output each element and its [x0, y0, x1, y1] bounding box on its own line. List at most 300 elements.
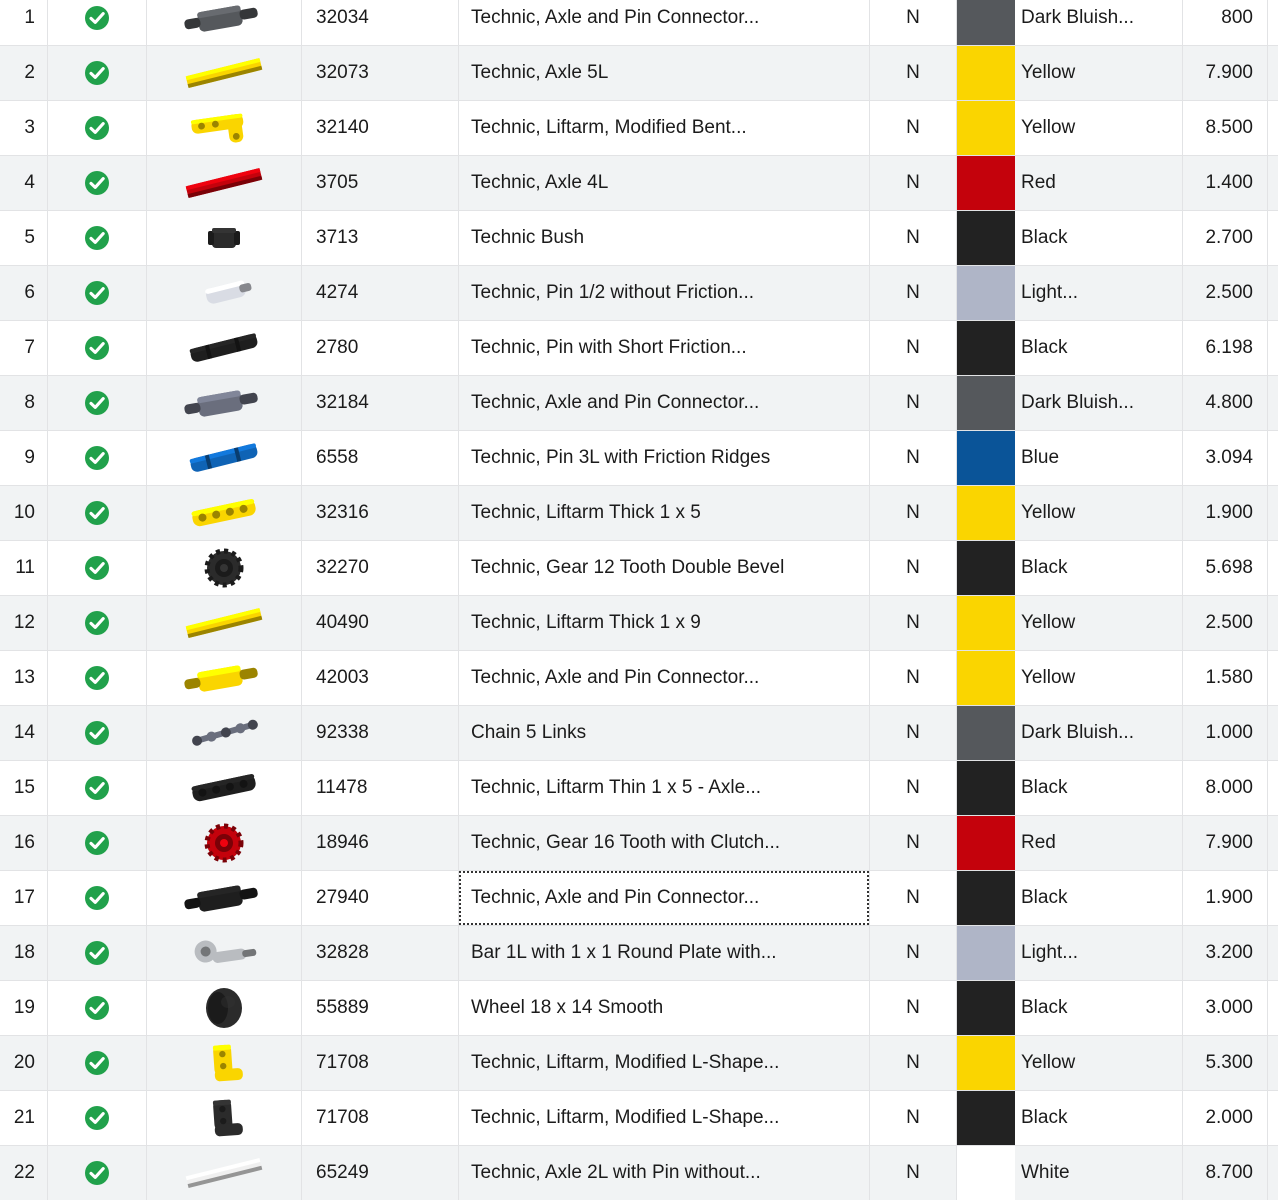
color-swatch-cell[interactable]	[957, 651, 1015, 705]
row-index	[0, 981, 48, 1035]
description-cell[interactable]	[459, 1091, 870, 1145]
part-number-cell[interactable]	[302, 156, 459, 210]
description-cell[interactable]	[459, 596, 870, 650]
quantity-cell[interactable]	[1183, 156, 1268, 210]
quantity-label: 800	[1221, 7, 1253, 28]
quantity-cell[interactable]	[1183, 1036, 1268, 1090]
condition-cell[interactable]	[870, 1036, 957, 1090]
part-image-cell[interactable]	[147, 1091, 302, 1145]
quantity-label: 4.800	[1205, 392, 1253, 413]
description-label: Technic, Axle and Pin Connector...	[471, 392, 760, 413]
condition-cell[interactable]	[870, 926, 957, 980]
part-number-cell[interactable]	[302, 541, 459, 595]
green-check-circle-icon	[84, 775, 110, 801]
table-row[interactable]	[0, 926, 1278, 981]
table-row[interactable]	[0, 761, 1278, 816]
table-row[interactable]	[0, 596, 1278, 651]
part-image-cell[interactable]	[147, 486, 302, 540]
part-number-cell[interactable]	[302, 101, 459, 155]
row-tail	[1268, 816, 1278, 870]
table-row[interactable]	[0, 266, 1278, 321]
color-swatch-cell[interactable]	[957, 706, 1015, 760]
color-name-label: Yellow	[1021, 502, 1076, 523]
status-cell[interactable]	[48, 1091, 147, 1145]
description-cell[interactable]	[459, 486, 870, 540]
description-cell[interactable]	[459, 1036, 870, 1090]
color-name-cell[interactable]	[1015, 101, 1183, 155]
part-number-cell[interactable]	[302, 926, 459, 980]
row-index	[0, 871, 48, 925]
table-row[interactable]	[0, 0, 1278, 46]
color-swatch-cell[interactable]	[957, 156, 1015, 210]
row-tail	[1268, 981, 1278, 1035]
part-image-cell[interactable]	[147, 926, 302, 980]
description-cell[interactable]	[459, 541, 870, 595]
green-check-circle-icon	[84, 830, 110, 856]
quantity-cell[interactable]	[1183, 761, 1268, 815]
status-cell[interactable]	[48, 981, 147, 1035]
green-check-circle-icon	[84, 1050, 110, 1076]
condition-cell[interactable]	[870, 266, 957, 320]
part-image-cell[interactable]	[147, 981, 302, 1035]
status-cell[interactable]	[48, 541, 147, 595]
row-index	[0, 706, 48, 760]
part-image-cell[interactable]	[147, 211, 302, 265]
part-image-cell[interactable]	[147, 541, 302, 595]
condition-label: N	[906, 557, 920, 578]
condition-cell[interactable]	[870, 1091, 957, 1145]
green-check-circle-icon	[84, 280, 110, 306]
description-cell[interactable]	[459, 651, 870, 705]
condition-cell[interactable]	[870, 0, 957, 45]
description-label: Technic, Liftarm, Modified Bent...	[471, 117, 747, 138]
color-swatch-cell[interactable]	[957, 596, 1015, 650]
table-row[interactable]	[0, 706, 1278, 761]
description-cell[interactable]	[459, 211, 870, 265]
row-index-label: 17	[13, 887, 35, 908]
row-tail	[1268, 1091, 1278, 1145]
condition-label: N	[906, 832, 920, 853]
color-swatch-cell[interactable]	[957, 816, 1015, 870]
condition-cell[interactable]	[870, 486, 957, 540]
part-thumbnail-icon	[166, 159, 282, 207]
row-index-label: 15	[13, 777, 35, 798]
color-swatch-cell[interactable]	[957, 541, 1015, 595]
part-image-cell[interactable]	[147, 816, 302, 870]
table-row[interactable]	[0, 816, 1278, 871]
part-number-cell[interactable]	[302, 321, 459, 375]
description-cell[interactable]	[459, 431, 870, 485]
part-thumbnail-icon	[166, 214, 282, 262]
part-thumbnail-icon	[166, 379, 282, 427]
condition-cell[interactable]	[870, 211, 957, 265]
color-name-label: Yellow	[1021, 1052, 1076, 1073]
table-row[interactable]	[0, 1091, 1278, 1146]
part-number-cell[interactable]	[302, 816, 459, 870]
description-cell[interactable]	[459, 0, 870, 45]
description-cell[interactable]	[459, 816, 870, 870]
part-number-cell[interactable]	[302, 871, 459, 925]
part-image-cell[interactable]	[147, 1146, 302, 1200]
status-cell[interactable]	[48, 596, 147, 650]
color-name-cell[interactable]	[1015, 211, 1183, 265]
part-image-cell[interactable]	[147, 706, 302, 760]
description-cell[interactable]	[459, 871, 870, 925]
part-number-cell[interactable]	[302, 706, 459, 760]
status-cell[interactable]	[48, 486, 147, 540]
description-label: Technic Bush	[471, 227, 585, 248]
condition-cell[interactable]	[870, 46, 957, 100]
part-image-cell[interactable]	[147, 321, 302, 375]
description-label: Wheel 18 x 14 Smooth	[471, 997, 664, 1018]
part-image-cell[interactable]	[147, 0, 302, 45]
color-name-label: Red	[1021, 832, 1056, 853]
color-name-cell[interactable]	[1015, 0, 1183, 45]
color-name-cell[interactable]	[1015, 486, 1183, 540]
part-image-cell[interactable]	[147, 871, 302, 925]
condition-cell[interactable]	[870, 431, 957, 485]
quantity-label: 3.200	[1205, 942, 1253, 963]
condition-cell[interactable]	[870, 541, 957, 595]
quantity-cell[interactable]	[1183, 376, 1268, 430]
part-image-cell[interactable]	[147, 1036, 302, 1090]
color-name-cell[interactable]	[1015, 1036, 1183, 1090]
color-swatch	[957, 376, 1015, 430]
description-label: Technic, Axle and Pin Connector...	[471, 7, 760, 28]
quantity-cell[interactable]	[1183, 1091, 1268, 1145]
row-index	[0, 101, 48, 155]
color-name-cell[interactable]	[1015, 651, 1183, 705]
condition-label: N	[906, 667, 920, 688]
color-swatch-cell[interactable]	[957, 321, 1015, 375]
part-number-label: 55889	[316, 997, 369, 1018]
quantity-cell[interactable]	[1183, 596, 1268, 650]
status-cell[interactable]	[48, 0, 147, 45]
status-cell[interactable]	[48, 871, 147, 925]
description-cell[interactable]	[459, 376, 870, 430]
description-cell[interactable]	[459, 321, 870, 375]
color-swatch-cell[interactable]	[957, 981, 1015, 1035]
row-tail	[1268, 376, 1278, 430]
row-index-label: 10	[13, 502, 35, 523]
condition-cell[interactable]	[870, 1146, 957, 1200]
condition-label: N	[906, 1162, 920, 1183]
quantity-cell[interactable]	[1183, 706, 1268, 760]
row-index-label: 19	[13, 997, 35, 1018]
color-swatch-cell[interactable]	[957, 926, 1015, 980]
color-swatch	[957, 541, 1015, 595]
description-label: Technic, Liftarm, Modified L-Shape...	[471, 1052, 780, 1073]
part-image-cell[interactable]	[147, 596, 302, 650]
status-cell[interactable]	[48, 321, 147, 375]
table-row[interactable]	[0, 156, 1278, 211]
quantity-cell[interactable]	[1183, 871, 1268, 925]
part-image-cell[interactable]	[147, 376, 302, 430]
status-cell[interactable]	[48, 46, 147, 100]
row-index-label: 11	[15, 557, 35, 578]
row-tail	[1268, 541, 1278, 595]
color-name-label: White	[1021, 1162, 1070, 1183]
description-cell[interactable]	[459, 46, 870, 100]
status-cell[interactable]	[48, 1036, 147, 1090]
table-row[interactable]	[0, 211, 1278, 266]
quantity-cell[interactable]	[1183, 981, 1268, 1035]
row-index	[0, 761, 48, 815]
color-swatch-cell[interactable]	[957, 761, 1015, 815]
condition-cell[interactable]	[870, 101, 957, 155]
status-cell[interactable]	[48, 376, 147, 430]
part-image-cell[interactable]	[147, 101, 302, 155]
color-name-cell[interactable]	[1015, 981, 1183, 1035]
color-swatch-cell[interactable]	[957, 46, 1015, 100]
part-image-cell[interactable]	[147, 761, 302, 815]
row-index	[0, 596, 48, 650]
green-check-circle-icon	[84, 60, 110, 86]
quantity-cell[interactable]	[1183, 1146, 1268, 1200]
color-swatch	[957, 211, 1015, 265]
part-number-cell[interactable]	[302, 486, 459, 540]
status-cell[interactable]	[48, 706, 147, 760]
status-cell[interactable]	[48, 431, 147, 485]
status-cell[interactable]	[48, 651, 147, 705]
green-check-circle-icon	[84, 1105, 110, 1131]
color-name-label: Black	[1021, 227, 1068, 248]
description-cell[interactable]	[459, 761, 870, 815]
color-name-cell[interactable]	[1015, 266, 1183, 320]
description-cell[interactable]	[459, 156, 870, 210]
table-row[interactable]	[0, 981, 1278, 1036]
color-name-cell[interactable]	[1015, 541, 1183, 595]
table-row[interactable]	[0, 1036, 1278, 1091]
status-cell[interactable]	[48, 266, 147, 320]
color-swatch-cell[interactable]	[957, 871, 1015, 925]
condition-label: N	[906, 447, 920, 468]
row-index-label: 1	[24, 7, 35, 28]
description-cell[interactable]	[459, 926, 870, 980]
quantity-cell[interactable]	[1183, 541, 1268, 595]
color-swatch	[957, 321, 1015, 375]
part-image-cell[interactable]	[147, 651, 302, 705]
description-cell[interactable]	[459, 101, 870, 155]
part-number-label: 3713	[316, 227, 359, 248]
description-label: Technic, Liftarm, Modified L-Shape...	[471, 1107, 780, 1128]
part-number-cell[interactable]	[302, 376, 459, 430]
green-check-circle-icon	[84, 390, 110, 416]
condition-cell[interactable]	[870, 871, 957, 925]
condition-label: N	[906, 392, 920, 413]
part-image-cell[interactable]	[147, 266, 302, 320]
row-tail	[1268, 706, 1278, 760]
row-index	[0, 376, 48, 430]
quantity-cell[interactable]	[1183, 816, 1268, 870]
color-swatch-cell[interactable]	[957, 101, 1015, 155]
color-swatch-cell[interactable]	[957, 376, 1015, 430]
part-number-cell[interactable]	[302, 981, 459, 1035]
part-number-cell[interactable]	[302, 1036, 459, 1090]
color-swatch	[957, 926, 1015, 980]
condition-label: N	[906, 62, 920, 83]
color-name-cell[interactable]	[1015, 1146, 1183, 1200]
status-cell[interactable]	[48, 211, 147, 265]
table-row[interactable]	[0, 486, 1278, 541]
part-number-cell[interactable]	[302, 651, 459, 705]
quantity-cell[interactable]	[1183, 651, 1268, 705]
quantity-label: 8.700	[1205, 1162, 1253, 1183]
quantity-cell[interactable]	[1183, 486, 1268, 540]
quantity-label: 6.198	[1205, 337, 1253, 358]
condition-cell[interactable]	[870, 651, 957, 705]
row-index-label: 12	[13, 612, 35, 633]
part-number-cell[interactable]	[302, 266, 459, 320]
color-name-cell[interactable]	[1015, 46, 1183, 100]
part-number-cell[interactable]	[302, 46, 459, 100]
condition-label: N	[906, 172, 920, 193]
row-index-label: 7	[24, 337, 35, 358]
part-number-label: 32034	[316, 7, 369, 28]
part-number-label: 32140	[316, 117, 369, 138]
color-name-cell[interactable]	[1015, 926, 1183, 980]
row-index-label: 8	[24, 392, 35, 413]
row-tail	[1268, 101, 1278, 155]
description-label: Technic, Axle 2L with Pin without...	[471, 1162, 761, 1183]
condition-cell[interactable]	[870, 706, 957, 760]
color-name-cell[interactable]	[1015, 431, 1183, 485]
table-row[interactable]	[0, 101, 1278, 156]
condition-cell[interactable]	[870, 596, 957, 650]
color-swatch	[957, 101, 1015, 155]
part-number-cell[interactable]	[302, 211, 459, 265]
part-number-cell[interactable]	[302, 1146, 459, 1200]
quantity-cell[interactable]	[1183, 926, 1268, 980]
row-index	[0, 1091, 48, 1145]
description-cell[interactable]	[459, 266, 870, 320]
part-number-cell[interactable]	[302, 1091, 459, 1145]
color-name-cell[interactable]	[1015, 706, 1183, 760]
description-label: Technic, Gear 12 Tooth Double Bevel	[471, 557, 785, 578]
color-swatch-cell[interactable]	[957, 1091, 1015, 1145]
part-number-cell[interactable]	[302, 0, 459, 45]
table-row[interactable]	[0, 431, 1278, 486]
description-label: Bar 1L with 1 x 1 Round Plate with...	[471, 942, 777, 963]
quantity-cell[interactable]	[1183, 46, 1268, 100]
row-index	[0, 926, 48, 980]
color-swatch-cell[interactable]	[957, 486, 1015, 540]
color-name-cell[interactable]	[1015, 871, 1183, 925]
color-swatch-cell[interactable]	[957, 431, 1015, 485]
description-label: Technic, Liftarm Thick 1 x 5	[471, 502, 701, 523]
description-label: Technic, Axle and Pin Connector...	[471, 667, 760, 688]
part-image-cell[interactable]	[147, 156, 302, 210]
color-swatch-cell[interactable]	[957, 211, 1015, 265]
part-thumbnail-icon	[166, 324, 282, 372]
table-row[interactable]	[0, 541, 1278, 596]
quantity-cell[interactable]	[1183, 0, 1268, 45]
status-cell[interactable]	[48, 761, 147, 815]
condition-label: N	[906, 502, 920, 523]
quantity-cell[interactable]	[1183, 101, 1268, 155]
green-check-circle-icon	[84, 5, 110, 31]
quantity-label: 7.900	[1205, 62, 1253, 83]
part-number-cell[interactable]	[302, 596, 459, 650]
part-number-cell[interactable]	[302, 431, 459, 485]
table-row[interactable]	[0, 1146, 1278, 1200]
description-cell[interactable]	[459, 981, 870, 1035]
row-index-label: 9	[24, 447, 35, 468]
row-index-label: 6	[24, 282, 35, 303]
color-name-label: Yellow	[1021, 612, 1076, 633]
condition-cell[interactable]	[870, 376, 957, 430]
row-index	[0, 816, 48, 870]
color-name-label: Light...	[1021, 942, 1079, 963]
table-row[interactable]	[0, 871, 1278, 926]
row-tail	[1268, 431, 1278, 485]
condition-cell[interactable]	[870, 816, 957, 870]
row-index-label: 14	[13, 722, 35, 743]
row-index	[0, 1146, 48, 1200]
quantity-cell[interactable]	[1183, 431, 1268, 485]
row-index	[0, 0, 48, 45]
part-number-label: 32828	[316, 942, 369, 963]
condition-cell[interactable]	[870, 981, 957, 1035]
quantity-cell[interactable]	[1183, 211, 1268, 265]
quantity-cell[interactable]	[1183, 266, 1268, 320]
row-index	[0, 486, 48, 540]
part-number-label: 6558	[316, 447, 359, 468]
color-name-cell[interactable]	[1015, 596, 1183, 650]
table-row[interactable]	[0, 321, 1278, 376]
description-label: Technic, Pin with Short Friction...	[471, 337, 747, 358]
color-name-cell[interactable]	[1015, 321, 1183, 375]
description-label: Technic, Axle and Pin Connector...	[471, 887, 760, 908]
row-tail	[1268, 1036, 1278, 1090]
description-cell[interactable]	[459, 706, 870, 760]
color-swatch-cell[interactable]	[957, 1036, 1015, 1090]
color-swatch-cell[interactable]	[957, 0, 1015, 45]
status-cell[interactable]	[48, 1146, 147, 1200]
condition-label: N	[906, 117, 920, 138]
row-index	[0, 1036, 48, 1090]
part-number-label: 11478	[316, 777, 368, 798]
status-cell[interactable]	[48, 816, 147, 870]
color-name-cell[interactable]	[1015, 376, 1183, 430]
row-tail	[1268, 156, 1278, 210]
status-cell[interactable]	[48, 101, 147, 155]
description-cell[interactable]	[459, 1146, 870, 1200]
table-row[interactable]	[0, 376, 1278, 431]
condition-cell[interactable]	[870, 321, 957, 375]
table-row[interactable]	[0, 651, 1278, 706]
status-cell[interactable]	[48, 156, 147, 210]
part-image-cell[interactable]	[147, 46, 302, 100]
color-name-cell[interactable]	[1015, 816, 1183, 870]
color-name-cell[interactable]	[1015, 761, 1183, 815]
color-swatch-cell[interactable]	[957, 1146, 1015, 1200]
color-name-label: Yellow	[1021, 62, 1076, 83]
row-index-label: 13	[13, 667, 35, 688]
color-name-cell[interactable]	[1015, 1091, 1183, 1145]
color-swatch-cell[interactable]	[957, 266, 1015, 320]
color-name-cell[interactable]	[1015, 156, 1183, 210]
part-number-cell[interactable]	[302, 761, 459, 815]
part-image-cell[interactable]	[147, 431, 302, 485]
quantity-label: 1.400	[1205, 172, 1253, 193]
condition-cell[interactable]	[870, 156, 957, 210]
table-row[interactable]	[0, 46, 1278, 101]
status-cell[interactable]	[48, 926, 147, 980]
row-index	[0, 46, 48, 100]
quantity-cell[interactable]	[1183, 321, 1268, 375]
condition-cell[interactable]	[870, 761, 957, 815]
